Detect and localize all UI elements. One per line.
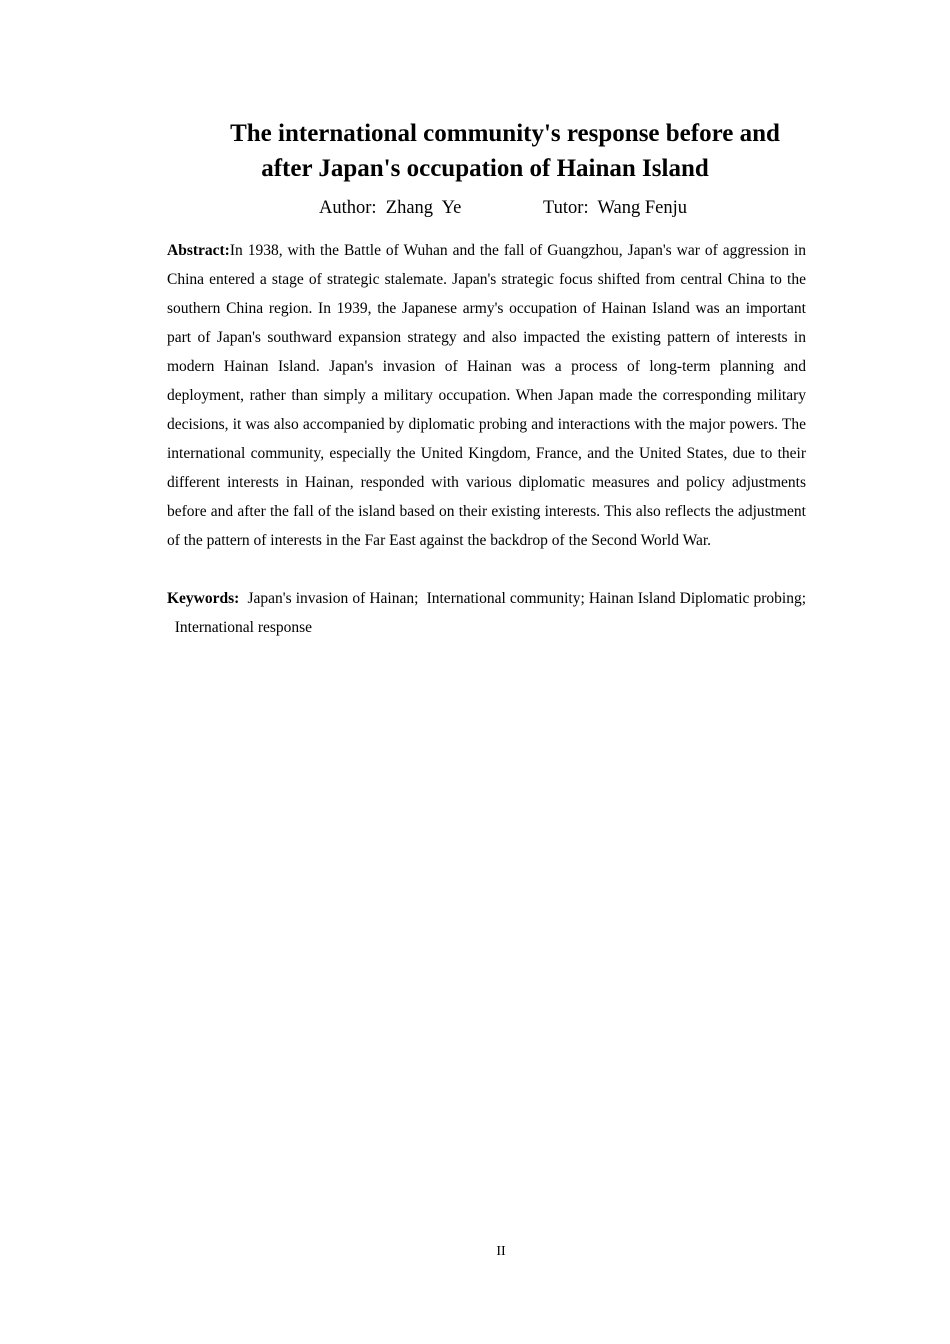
keywords-label: Keywords: bbox=[167, 590, 240, 607]
tutor-byline: Tutor: Wang Fenju bbox=[543, 198, 687, 218]
page-number: II bbox=[496, 1244, 506, 1259]
keyword-item: International response bbox=[174, 619, 313, 636]
keyword-item: Japan's invasion of Hainan; bbox=[247, 590, 419, 607]
abstract-label: Abstract: bbox=[167, 242, 230, 259]
abstract-paragraph bbox=[167, 236, 806, 555]
author-byline: Author: Zhang Ye bbox=[319, 198, 462, 218]
keywords-paragraph bbox=[167, 584, 806, 642]
abstract-text: In 1938, with the Battle of Wuhan and the fall of Guangzhou, Japan's war of aggression in China entered a stage of strategic stalemate. Japan's strategic focus shifted from central China to the southern China region. In 1939, the Japanese army's occupation of Hainan Island was an important part of Japan's southward expansion strategy and also impacted the existing pattern of interests in modern Hainan Island. Japan's invasion of Hainan was a process of long-term planning and deployment, rather than simply a military occupation. When Japan made the corresponding military decisions, it was also accompanied by diplomatic probing and interactions with the major powers. The international community, especially the United Kingdom, France, and the United States, due to their different interests in Hainan, responded with various diplomatic measures and policy adjustments before and after the fall of the island based on their existing interests. This also reflects the adjustment of the pattern of interests in the Far East against the backdrop of the Second World War. bbox=[167, 242, 806, 549]
paper-title-line-1: The international community's response before and bbox=[230, 120, 780, 147]
keyword-item: International community; Hainan Island Diplomatic probing; bbox=[426, 590, 807, 607]
paper-title-line-2: after Japan's occupation of Hainan Island bbox=[261, 155, 709, 182]
